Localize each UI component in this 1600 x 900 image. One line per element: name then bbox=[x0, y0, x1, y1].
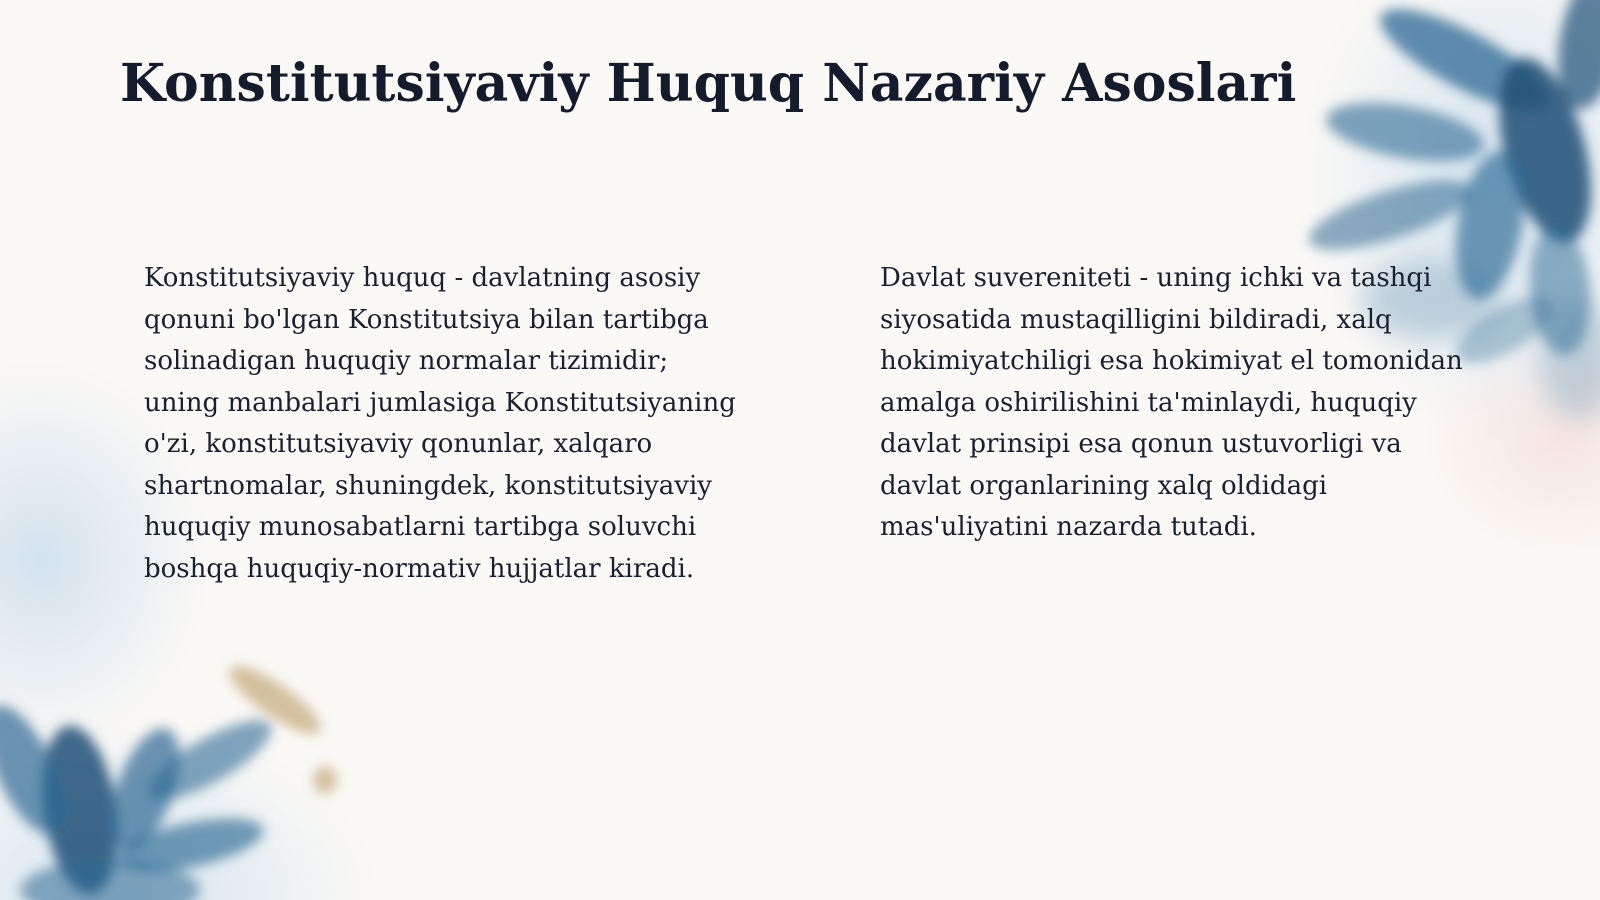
left-paragraph: Konstitutsiyaviy huquq - davlatning asosiy qonuni bo'lgan Konstitutsiya bilan tartibga solinadigan huquqiy normalar tizimidir; uning manbalari jumlasiga Konstitutsiyaning o'zi, konstitutsiyaviy qonunlar, xalqaro shartnomalar, shuningdek, konstitutsiyaviy huquqiy munosabatlarni tartibga soluvchi boshqa huquqiy-normativ hujjatlar kiradi. bbox=[144, 263, 736, 584]
slide-title: Konstitutsiyaviy Huquq Nazariy Asoslari bbox=[120, 53, 1297, 114]
right-paragraph: Davlat suvereniteti - uning ichki va tashqi siyosatida mustaqilligini bildiradi, xalq hokimiyatchiligi esa hokimiyat el tomonidan amalga oshirilishini ta'minlaydi, huquqiy davlat prinsipi esa qonun ustuvorligi va davlat organlarining xalq oldidagi mas'uliyatini nazarda tutadi. bbox=[880, 263, 1463, 542]
